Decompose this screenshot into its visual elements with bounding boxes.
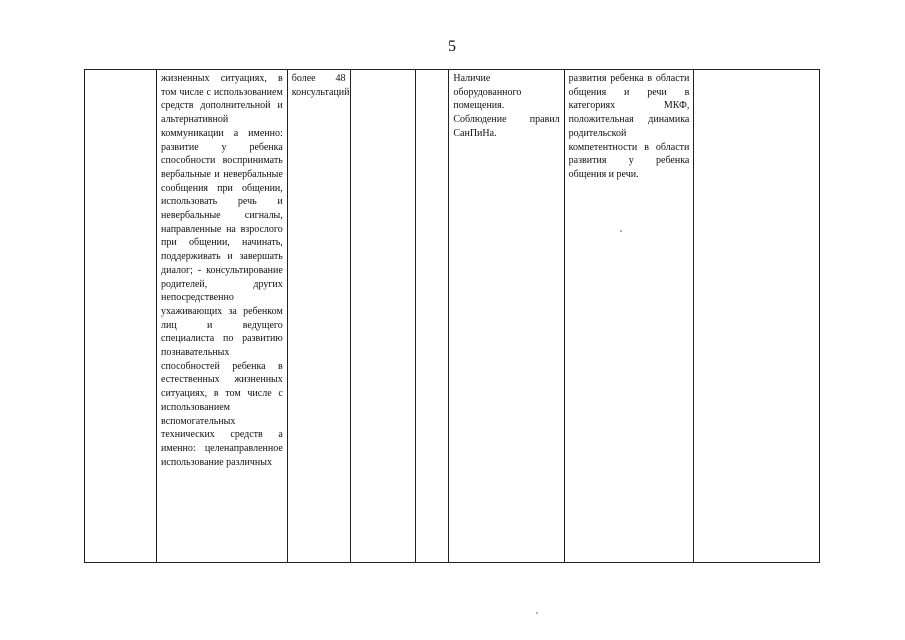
cell-col1 xyxy=(85,70,157,563)
cell-service-description: жизненных ситуациях, в том числе с использованием средств дополнительной и альтернативной коммуникации а именно: развитие у ребенка способности воспринимать вербальные и невербальные сообщения при общении, использовать речь и невербальные сигналы, направленные на взрослого при общении, начинать, поддерживать и завершать диалог; - консультирование родителей, других непосредственно ухаживающих за ребенком лиц и ведущего специалиста по развитию познавательных способностей ребенка в естественных жизненных ситуациях, в том числе с использованием вспомогательных технических средств а именно: целенаправленное использование различных xyxy=(157,70,288,563)
cell-col5 xyxy=(416,70,449,563)
cell-col4 xyxy=(350,70,416,563)
table-row xyxy=(85,70,820,563)
cell-col8 xyxy=(694,70,820,563)
cell-conditions: Наличие оборудованного помещения. Соблюдение правил СанПиНа. xyxy=(449,70,564,563)
cell-result: развития ребенка в области общения и речи в категориях МКФ, положительная динамика родительской компетентности в области развития у ребенка общения и речи. xyxy=(564,70,694,563)
scan-speck xyxy=(536,612,538,614)
document-table xyxy=(84,69,820,563)
page-number: 5 xyxy=(448,38,456,55)
scan-speck xyxy=(620,230,622,232)
cell-volume: более 48 консультаций xyxy=(287,70,350,563)
